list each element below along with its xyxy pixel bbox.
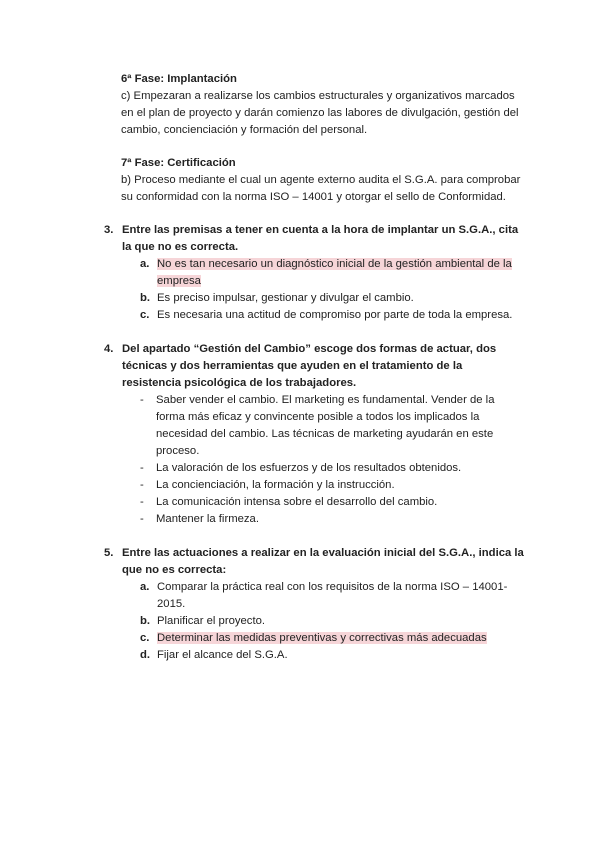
list-item-text: Saber vender el cambio. El marketing es fundamental. Vender de la forma más eficaz y convincente posible a todos los implicados la necesidad del cambio. Las técnicas de marketing ayudarán en este proceso. (156, 394, 495, 457)
list-item (140, 477, 524, 494)
list-item (140, 460, 524, 477)
option-text-highlighted: Determinar las medidas preventivas y correctivas más adecuadas (157, 632, 487, 644)
option-label: c. (140, 309, 150, 321)
question-4-number: 4. (104, 343, 114, 355)
option-text: Planificar el proyecto. (157, 615, 265, 627)
question-3 (104, 222, 524, 324)
option-text: Es preciso impulsar, gestionar y divulgar el cambio. (157, 292, 414, 304)
option-label: b. (140, 292, 151, 304)
phase-6-section (121, 71, 521, 139)
phase-6-heading: 6ª Fase: Implantación (121, 73, 237, 85)
question-5-option-a (140, 579, 524, 613)
question-5-option-b (140, 613, 524, 630)
dash-bullet: - (140, 394, 144, 406)
option-text: Fijar el alcance del S.G.A. (157, 649, 288, 661)
question-5-text: Entre las actuaciones a realizar en la evaluación inicial del S.G.A., indica la que no es correcta: (122, 547, 524, 576)
option-text-highlighted: No es tan necesario un diagnóstico inicial de la gestión ambiental de la empresa (157, 258, 512, 287)
phase-7-text: b) Proceso mediante el cual un agente externo audita el S.G.A. para comprobar su conformidad con la norma ISO – 14001 y otorgar el sello de Conformidad. (121, 174, 521, 203)
list-item (140, 494, 524, 511)
list-item (140, 511, 524, 528)
question-3-text: Entre las premisas a tener en cuenta a la hora de implantar un S.G.A., cita la que no es correcta. (122, 224, 519, 253)
list-item-text: La valoración de los esfuerzos y de los resultados obtenidos. (156, 462, 462, 474)
dash-bullet: - (140, 462, 144, 474)
question-3-number: 3. (104, 224, 114, 236)
question-3-option-b (140, 290, 524, 307)
phase-7-heading: 7ª Fase: Certificación (121, 157, 236, 169)
option-label: a. (140, 258, 150, 270)
option-text: Comparar la práctica real con los requisitos de la norma ISO – 14001-2015. (157, 581, 508, 610)
list-item-text: La concienciación, la formación y la instrucción. (156, 479, 395, 491)
question-5-option-c (140, 630, 524, 647)
phase-6-text: c) Empezaran a realizarse los cambios estructurales y organizativos marcados en el plan de proyecto y darán comienzo las labores de divulgación, gestión del cambio, concienciación y formación del personal. (121, 90, 519, 136)
dash-bullet: - (140, 513, 144, 525)
list-item (140, 392, 524, 460)
question-3-option-c (140, 307, 524, 324)
question-5-number: 5. (104, 547, 114, 559)
option-label: d. (140, 649, 151, 661)
option-label: b. (140, 615, 151, 627)
list-item-text: Mantener la firmeza. (156, 513, 259, 525)
question-4-text: Del apartado “Gestión del Cambio” escoge dos formas de actuar, dos técnicas y dos herramientas que ayuden en el tratamiento de la resistencia psicológica de los trabajadores. (122, 343, 497, 389)
option-label: a. (140, 581, 150, 593)
question-4 (104, 341, 524, 528)
phase-7-section (121, 155, 521, 206)
dash-bullet: - (140, 496, 144, 508)
dash-bullet: - (140, 479, 144, 491)
question-3-option-a (140, 256, 524, 290)
question-5 (104, 545, 524, 664)
option-text: Es necesaria una actitud de compromiso por parte de toda la empresa. (157, 309, 513, 321)
question-5-option-d (140, 647, 524, 664)
option-label: c. (140, 632, 150, 644)
list-item-text: La comunicación intensa sobre el desarrollo del cambio. (156, 496, 438, 508)
